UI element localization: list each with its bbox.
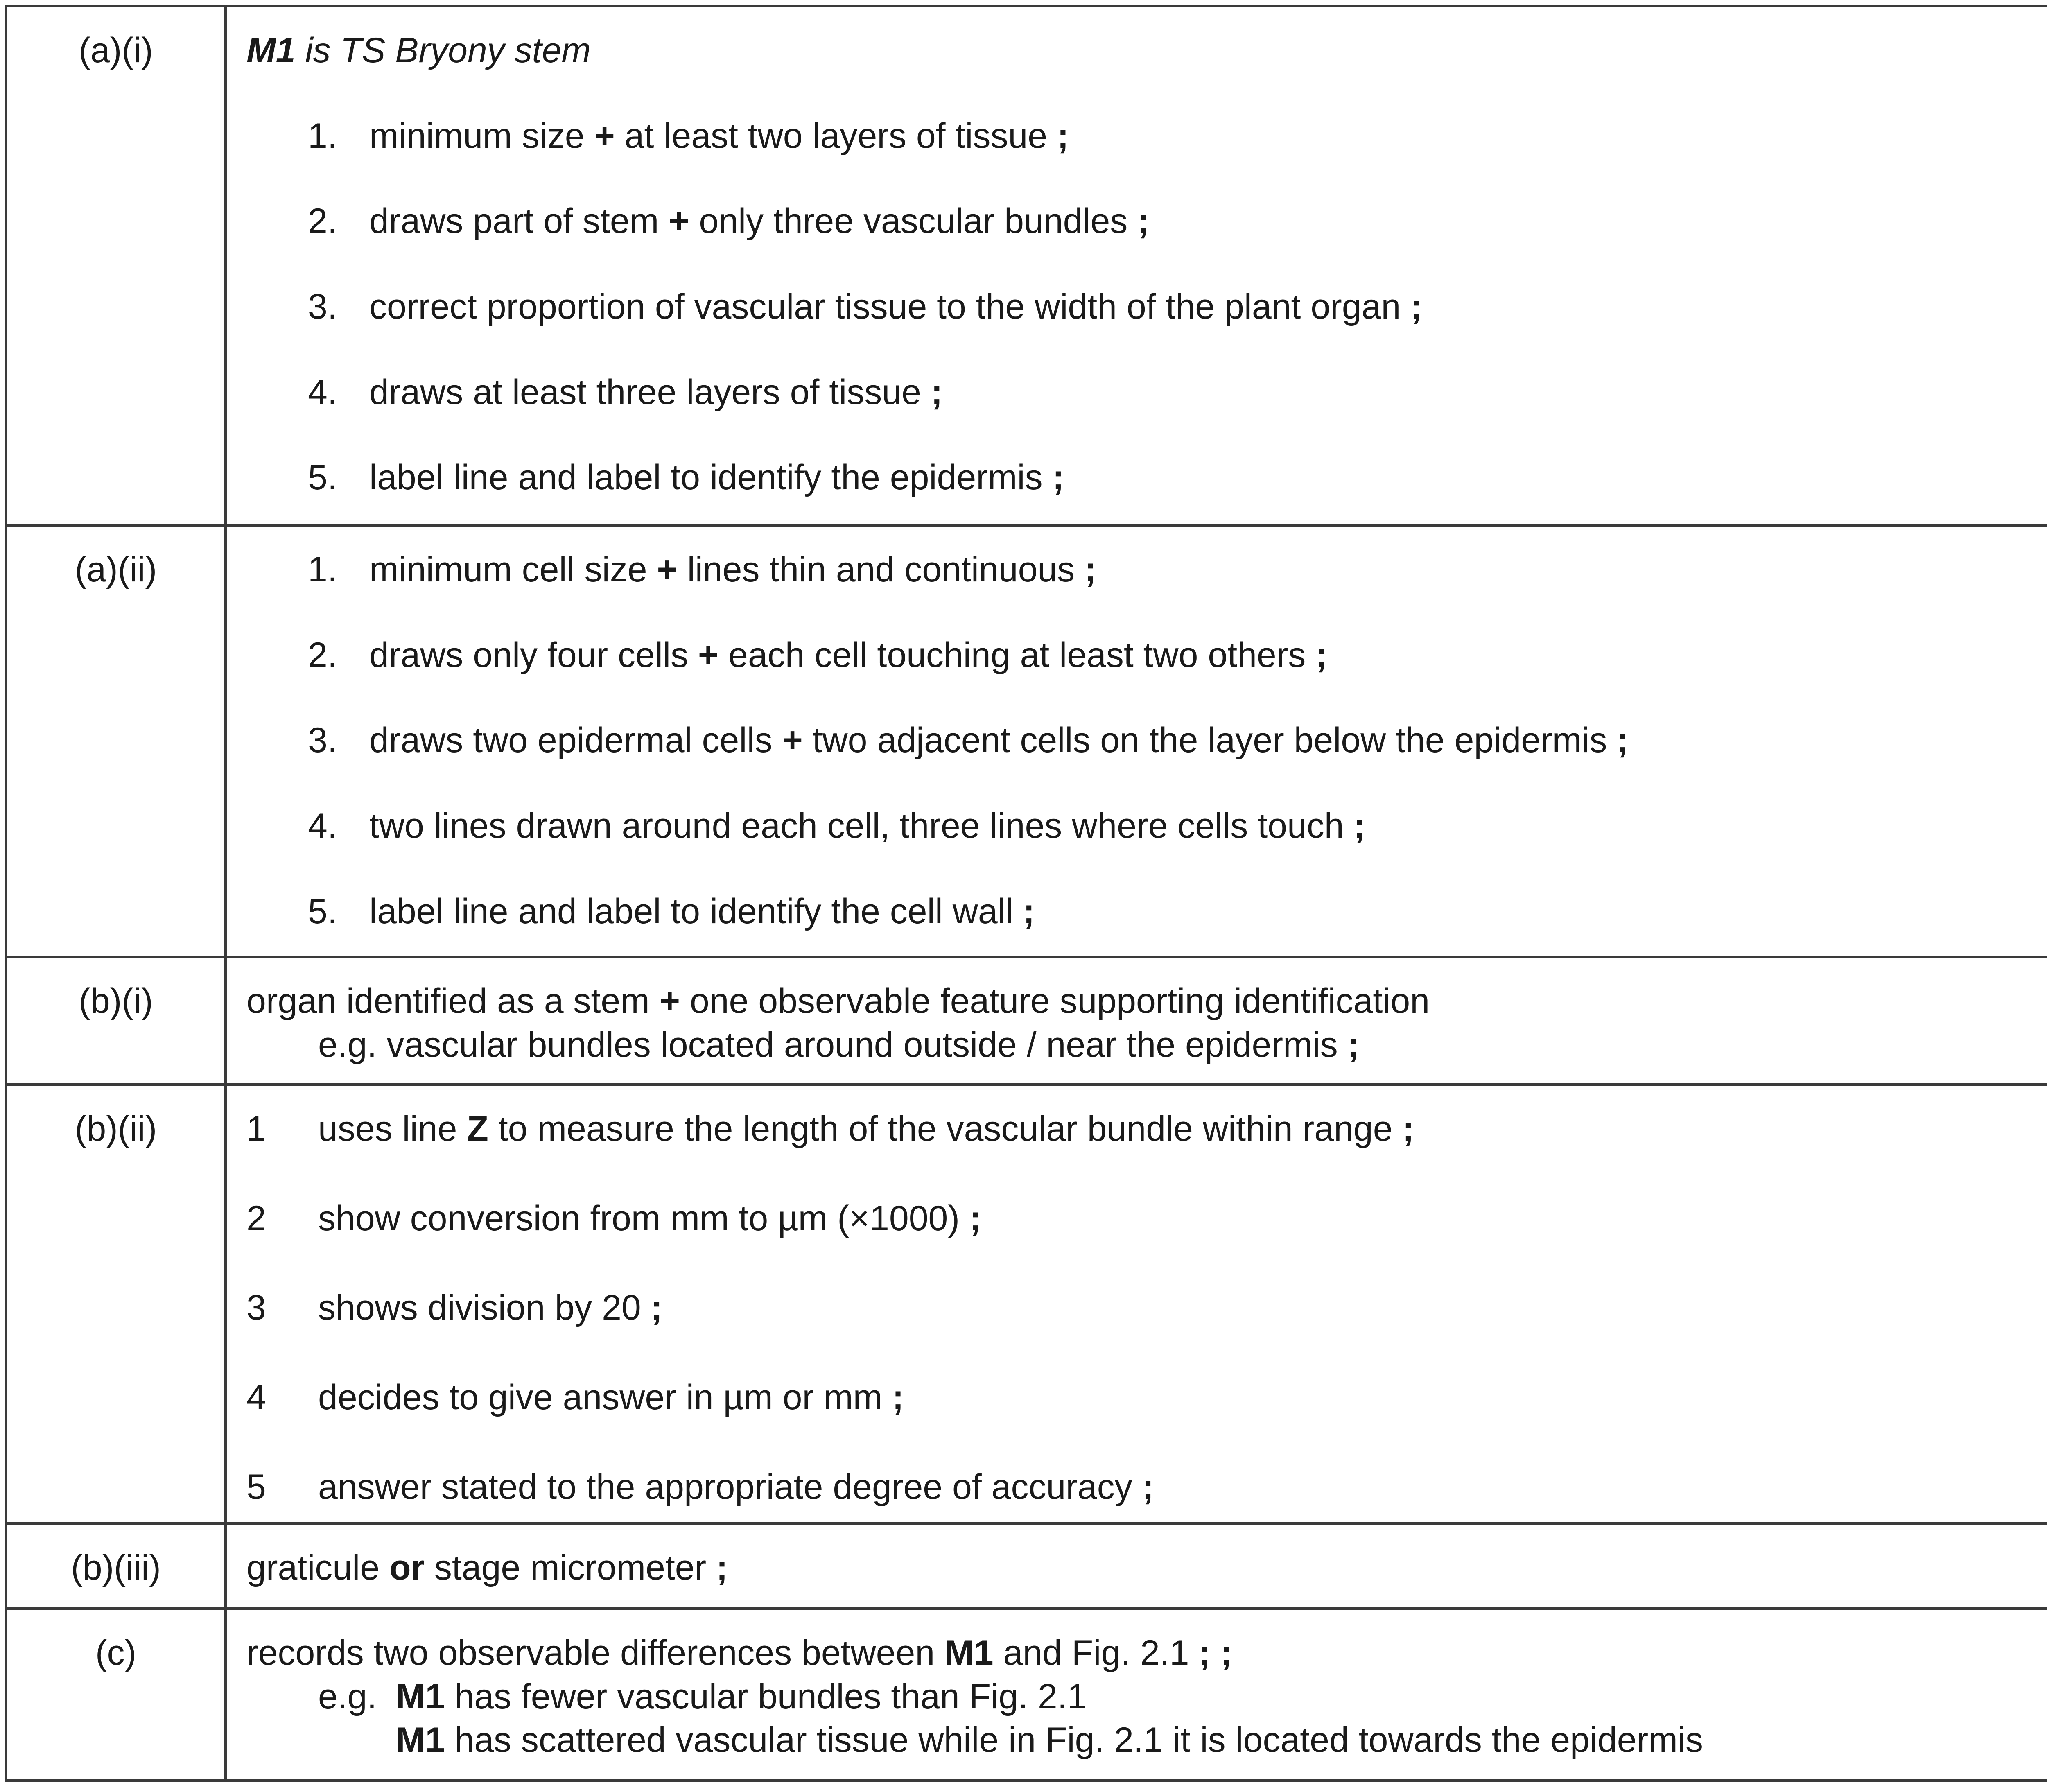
plus-sign: + xyxy=(659,981,680,1021)
mark-semicolon: ; xyxy=(1052,458,1064,497)
marking-point xyxy=(308,114,2047,158)
mark-semicolon: ; xyxy=(1410,287,1422,326)
specimen-code: M1 xyxy=(396,1720,445,1760)
answer-cell xyxy=(226,1523,2047,1609)
marking-point xyxy=(308,371,2047,414)
answer-cell xyxy=(226,957,2047,1085)
mark-semicolon: ; xyxy=(1085,550,1096,589)
marking-point xyxy=(246,1376,2047,1419)
specimen-code: M1 xyxy=(944,1633,994,1672)
plus-sign: + xyxy=(698,635,719,675)
specimen-description: is TS Bryony stem xyxy=(295,31,591,70)
point-text: to measure the length of the vascular bundle within range xyxy=(488,1109,1403,1148)
answer-line xyxy=(246,1631,2047,1675)
point-text: only three vascular bundles xyxy=(689,201,1138,241)
marking-point xyxy=(308,199,2047,243)
answer-cell xyxy=(226,6,2047,525)
point-text: decides to give answer in µm or mm xyxy=(318,1377,892,1417)
point-number: 3. xyxy=(308,721,337,760)
mark-semicolon: ; xyxy=(1353,806,1366,845)
or-keyword: or xyxy=(389,1548,425,1587)
marking-point xyxy=(308,456,2047,499)
point-text: draws at least three layers of tissue xyxy=(369,372,931,412)
answer-text: stage micrometer xyxy=(424,1548,716,1587)
example-line xyxy=(246,1675,2047,1719)
point-number: 2 xyxy=(246,1198,266,1238)
mark-semicolon: ; xyxy=(892,1377,904,1417)
answer-cell xyxy=(226,1085,2047,1524)
mark-semicolon: ; xyxy=(1057,116,1069,156)
specimen-code: M1 xyxy=(396,1677,445,1716)
mark-semicolon: ; xyxy=(716,1548,728,1587)
answer-text: and Fig. 2.1 xyxy=(993,1633,1199,1672)
marking-point xyxy=(308,548,2047,592)
mark-semicolon: ; xyxy=(1347,1025,1360,1064)
table-row xyxy=(6,1085,2047,1524)
point-text: label line and label to identify the cell wall xyxy=(369,891,1023,931)
point-number: 1 xyxy=(246,1109,266,1148)
point-text: label line and label to identify the epidermis xyxy=(369,458,1053,497)
point-number: 3 xyxy=(246,1288,266,1328)
point-text: two adjacent cells on the layer below the epidermis xyxy=(802,721,1617,760)
point-number: 5 xyxy=(246,1467,266,1507)
point-text: correct proportion of vascular tissue to the width of the plant organ xyxy=(369,287,1411,326)
marking-point xyxy=(246,1286,2047,1330)
mark-semicolon: ; xyxy=(1315,635,1327,675)
answer-cell xyxy=(226,1609,2047,1781)
point-text: minimum cell size xyxy=(369,550,657,589)
point-text: at least two layers of tissue xyxy=(615,116,1057,156)
mark-semicolon: ; xyxy=(1023,891,1035,931)
answer-line xyxy=(246,979,2047,1023)
plus-sign: + xyxy=(657,550,678,589)
question-number: (b)(ii) xyxy=(6,1085,226,1524)
example-text: has fewer vascular bundles than Fig. 2.1 xyxy=(445,1677,1087,1716)
marking-points xyxy=(246,548,2047,933)
answer-cell xyxy=(226,525,2047,957)
point-text: uses line xyxy=(318,1109,467,1148)
plus-sign: + xyxy=(782,721,803,760)
table-row xyxy=(6,957,2047,1085)
point-number: 2. xyxy=(308,635,337,675)
point-text: show conversion from mm to µm (×1000) xyxy=(318,1198,969,1238)
point-number: 5. xyxy=(308,891,337,931)
table-row xyxy=(6,6,2047,525)
point-text: each cell touching at least two others xyxy=(718,635,1316,675)
mark-semicolon: ; xyxy=(1142,1467,1154,1507)
plus-sign: + xyxy=(594,116,615,156)
marking-points xyxy=(246,1107,2047,1509)
table-row xyxy=(6,1609,2047,1781)
question-number: (a)(i) xyxy=(6,6,226,525)
point-number: 4. xyxy=(308,806,337,845)
example-prefix: e.g. xyxy=(318,1677,377,1716)
point-text: answer stated to the appropriate degree of accuracy xyxy=(318,1467,1142,1507)
point-text: shows division by 20 xyxy=(318,1288,651,1328)
specimen-intro xyxy=(246,29,2047,72)
marking-point xyxy=(246,1197,2047,1241)
marking-point xyxy=(308,804,2047,848)
example-text: has scattered vascular tissue while in Fig. 2.1 it is located towards the epidermis xyxy=(445,1720,1704,1760)
point-text: two lines drawn around each cell, three lines where cells touch xyxy=(369,806,1354,845)
example-line xyxy=(246,1023,2047,1067)
point-text: draws two epidermal cells xyxy=(369,721,782,760)
mark-scheme-table-upper xyxy=(5,5,2047,1525)
point-text: lines thin and continuous xyxy=(677,550,1085,589)
marking-point xyxy=(246,1107,2047,1151)
question-number: (c) xyxy=(6,1609,226,1781)
specimen-code: M1 xyxy=(246,31,296,70)
mark-semicolon: ; ; xyxy=(1199,1633,1232,1672)
mark-semicolon: ; xyxy=(1137,201,1149,241)
answer-text: organ identified as a stem xyxy=(246,981,660,1021)
marking-point xyxy=(308,633,2047,677)
point-number: 4. xyxy=(308,372,337,412)
point-number: 1. xyxy=(308,550,337,589)
point-number: 5. xyxy=(308,458,337,497)
point-text: draws only four cells xyxy=(369,635,698,675)
mark-semicolon: ; xyxy=(1402,1109,1414,1148)
example-line xyxy=(246,1718,2047,1762)
point-number: 2. xyxy=(308,201,337,241)
point-number: 4 xyxy=(246,1377,266,1417)
table-row xyxy=(6,525,2047,957)
point-number: 3. xyxy=(308,287,337,326)
point-text: draws part of stem xyxy=(369,201,669,241)
question-number: (b)(iii) xyxy=(6,1523,226,1609)
answer-text: graticule xyxy=(246,1548,389,1587)
example-text: e.g. vascular bundles located around outside / near the epidermis xyxy=(318,1025,1348,1064)
mark-semicolon: ; xyxy=(931,372,943,412)
marking-point xyxy=(308,285,2047,329)
marking-point xyxy=(308,719,2047,762)
table-row xyxy=(6,1523,2047,1609)
mark-semicolon: ; xyxy=(969,1198,981,1238)
marking-point xyxy=(246,1465,2047,1509)
question-number: (a)(ii) xyxy=(6,525,226,957)
marking-point xyxy=(308,890,2047,933)
mark-semicolon: ; xyxy=(651,1288,663,1328)
mark-semicolon: ; xyxy=(1617,721,1629,760)
line-label: Z xyxy=(467,1109,488,1148)
question-number: (b)(i) xyxy=(6,957,226,1085)
point-number: 1. xyxy=(308,116,337,156)
answer-text: one observable feature supporting identification xyxy=(680,981,1430,1021)
mark-scheme-table-lower xyxy=(5,1522,2047,1782)
point-text: minimum size xyxy=(369,116,594,156)
marking-points xyxy=(246,114,2047,499)
answer-text: records two observable differences between xyxy=(246,1633,945,1672)
answer-line xyxy=(246,1546,2047,1590)
plus-sign: + xyxy=(669,201,689,241)
